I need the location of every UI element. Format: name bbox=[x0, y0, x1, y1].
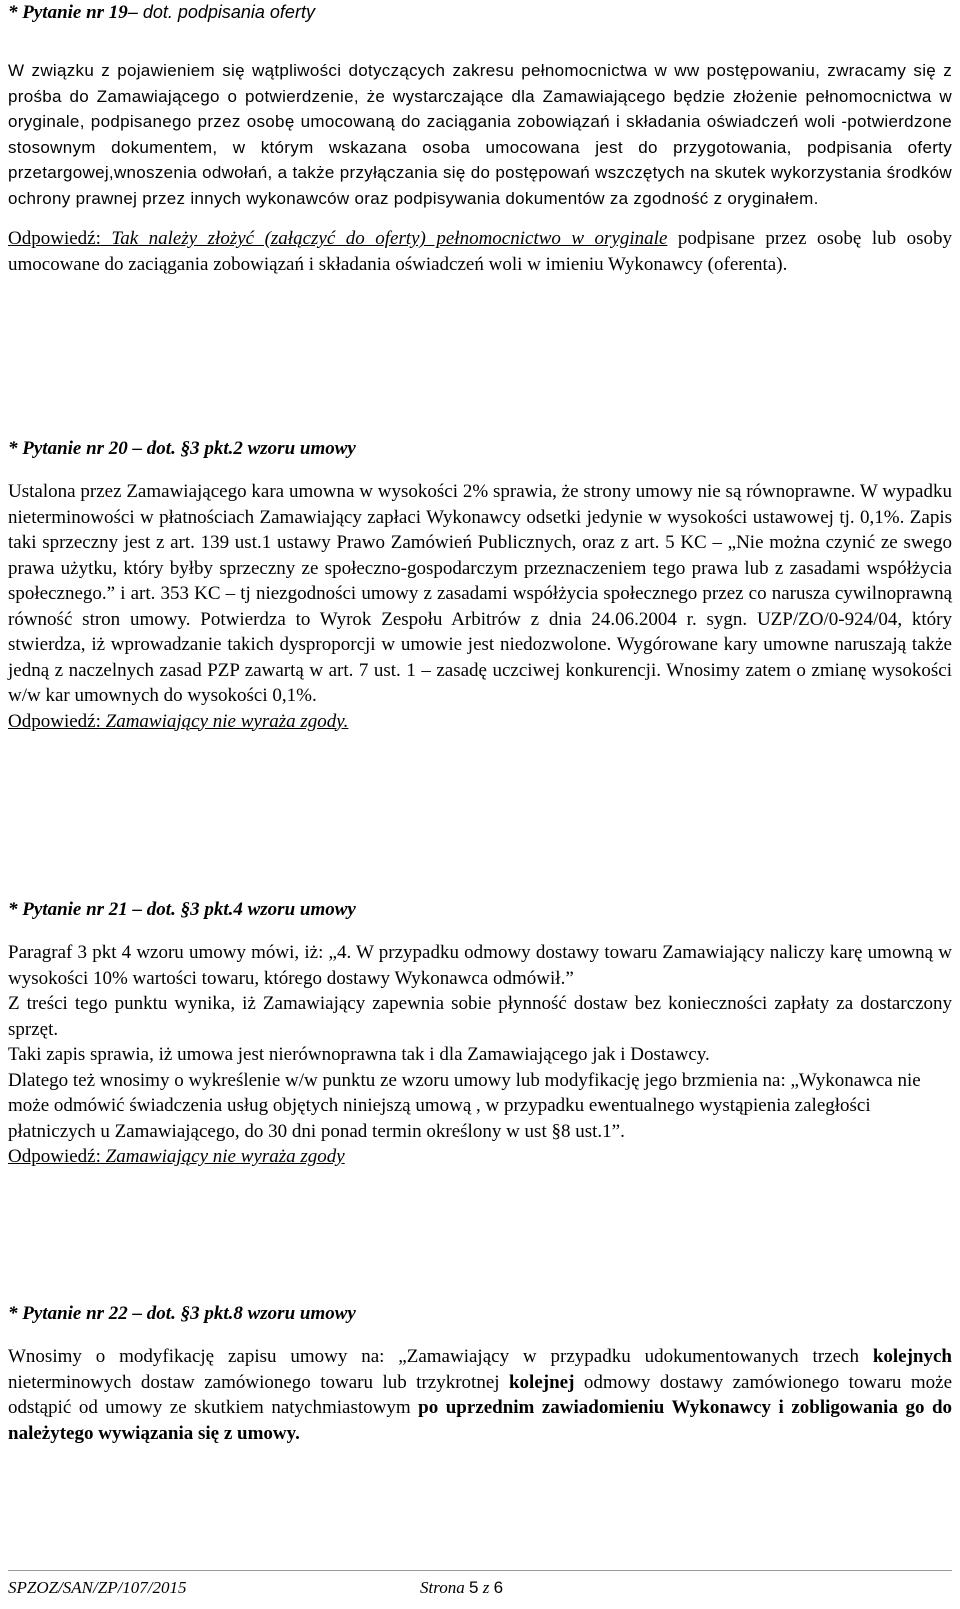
answer-text: Zamawiający nie wyraża zgody. bbox=[100, 710, 349, 732]
question-22-heading: * Pytanie nr 22 – dot. §3 pkt.8 wzoru umowy bbox=[8, 1303, 356, 1324]
question-21 bbox=[8, 898, 952, 1170]
answer-rest: podpisane przez osobę lub osoby umocowane do zaciągania zobowiązań i składania oświadczeń woli w imieniu Wykonawcy (oferenta). bbox=[8, 228, 952, 275]
page-total: 6 bbox=[493, 1578, 504, 1597]
text-run-bold: kolejnych bbox=[872, 1346, 952, 1367]
question-20 bbox=[8, 437, 952, 734]
question-19-text: W związku z pojawieniem się wątpliwości dotyczących zakresu pełnomocnictwa w ww postępowaniu, zwracamy się z prośba do Zamawiającego o potwierdzenie, że wystarczające dla Zamawiającego będzie złożenie pełnomocnictwa w oryginale, podpisanego przez osobę umocowaną do zaciągania zobowiązań i składania oświadczeń woli -potwierdzone stosownym dokumentem, w którym wskazana osoba umocowana jest do przygotowania, podpisania oferty przetargowej,wnoszenia odwołań, a także przyłączania się do postępowań wszczętych na skutek wykorzystania środków ochrony prawnej przez innych wykonawców oraz podpisywania dokumentów za zgodność z oryginałem. bbox=[8, 61, 952, 208]
text-run-bold: kolejnej bbox=[508, 1371, 575, 1393]
answer-text: Zamawiający nie wyraża zgody bbox=[100, 1146, 345, 1167]
question-22 bbox=[8, 1302, 952, 1446]
question-20-text: Ustalona przez Zamawiającego kara umowna w wysokości 2% sprawia, że strony umowy nie są równoprawne. W wypadku nieterminowości w płatnościach Zamawiający zapłaci Wykonawcy odsetki jedynie w wysokości ustawowej tj. 0,1%. Zapis taki sprzeczny jest z art. 139 ust.1 ustawy Prawo Zamówień Publicznych, oraz z art. 5 KC – „Nie można czynić ze swego prawa użytku, który byłby sprzeczny ze społeczno-gospodarczym przeznaczeniem tego prawa lub z zasadami współżycia społecznego.” i art. 353 KC – tj niezgodności umowy z zasadami współżycia społecznego przez co narusza cywilnoprawną równość stron umowy. Potwierdza to Wyrok Zespołu Arbitrów z dnia 24.06.2004 r. sygn. UZP/ZO/0-924/04, który stwierdza, iż wprowadzanie takich dysproporcji w umowie jest niedozwolone. Wygórowane kary umowne naruszają także jedną z naczelnych zasad PZP zawartą w art. 7 ust. 1 – zasadę uczciwej konkurencji. Wnosimy zatem o zmianę wysokości w/w kar umownych do wysokości 0,1%. bbox=[8, 481, 952, 706]
answer-label: Odpowiedź: bbox=[8, 710, 101, 732]
question-19-answer bbox=[8, 226, 952, 277]
question-21-text-1: Paragraf 3 pkt 4 wzoru umowy mówi, iż: „4. W przypadku odmowy dostawy towaru Zamawiający naliczy karę umowną w wysokości 10% wartości towaru, którego dostawy Wykonawca odmówił.” bbox=[8, 942, 952, 989]
answer-label: Odpowiedź: bbox=[8, 228, 101, 249]
question-21-text-2: Z treści tego punktu wynika, iż Zamawiający zapewnia sobie płynność dostaw bez konieczności zapłaty za dostarczony sprzęt. bbox=[8, 993, 952, 1040]
page-prefix: Strona bbox=[420, 1578, 469, 1597]
question-21-answer bbox=[8, 1144, 952, 1170]
text-run: nieterminowych dostaw zamówionego towaru lub trzykrotnej bbox=[8, 1371, 509, 1393]
page-current: 5 bbox=[468, 1578, 479, 1597]
footer-divider bbox=[8, 1570, 952, 1571]
question-19-heading bbox=[8, 0, 952, 25]
question-21-heading: * Pytanie nr 21 – dot. §3 pkt.4 wzoru umowy bbox=[8, 899, 356, 920]
question-19-number: * Pytanie nr 19 bbox=[8, 2, 128, 23]
question-19 bbox=[8, 0, 952, 277]
question-19-topic: – dot. podpisania oferty bbox=[127, 2, 315, 22]
page-separator: z bbox=[478, 1578, 494, 1597]
answer-emphasis: Tak należy złożyć (załączyć do oferty) pełnomocnictwo w oryginale bbox=[100, 228, 668, 249]
answer-label: Odpowiedź: bbox=[8, 1146, 101, 1167]
text-run: Wnosimy o modyfikację zapisu umowy na: „Zamawiający w przypadku udokumentowanych trzech bbox=[8, 1346, 873, 1367]
question-22-text bbox=[8, 1344, 952, 1446]
question-21-text-3: Taki zapis sprawia, iż umowa jest nierównoprawna tak i dla Zamawiającego jak i Dostawcy. bbox=[8, 1044, 710, 1065]
text-run-bold: po uprzednim zawiadomieniu Wykonawcy i zobligowania go do należytego wywiązania się z umowy. bbox=[8, 1397, 953, 1444]
question-21-text-4: Dlatego też wnosimy o wykreślenie w/w punktu ze wzoru umowy lub modyfikację jego brzmienia na: „Wykonawca nie może odmówić świadczenia usług objętych niniejszą umową , w przypadku ewentualnego wystąpienia zaległości płatniczych u Zamawiającego, do 30 dni ponad termin określony w ust §8 ust.1”. bbox=[8, 1069, 921, 1142]
question-20-heading: * Pytanie nr 20 – dot. §3 pkt.2 wzoru umowy bbox=[8, 438, 356, 459]
question-20-answer bbox=[8, 709, 952, 735]
text-run: odmowy dostawy zamówionego towaru może odstąpić od umowy ze skutkiem natychmiastowym bbox=[8, 1371, 952, 1418]
page-number bbox=[420, 1578, 503, 1598]
document-code: SPZOZ/SAN/ZP/107/2015 bbox=[8, 1578, 187, 1597]
